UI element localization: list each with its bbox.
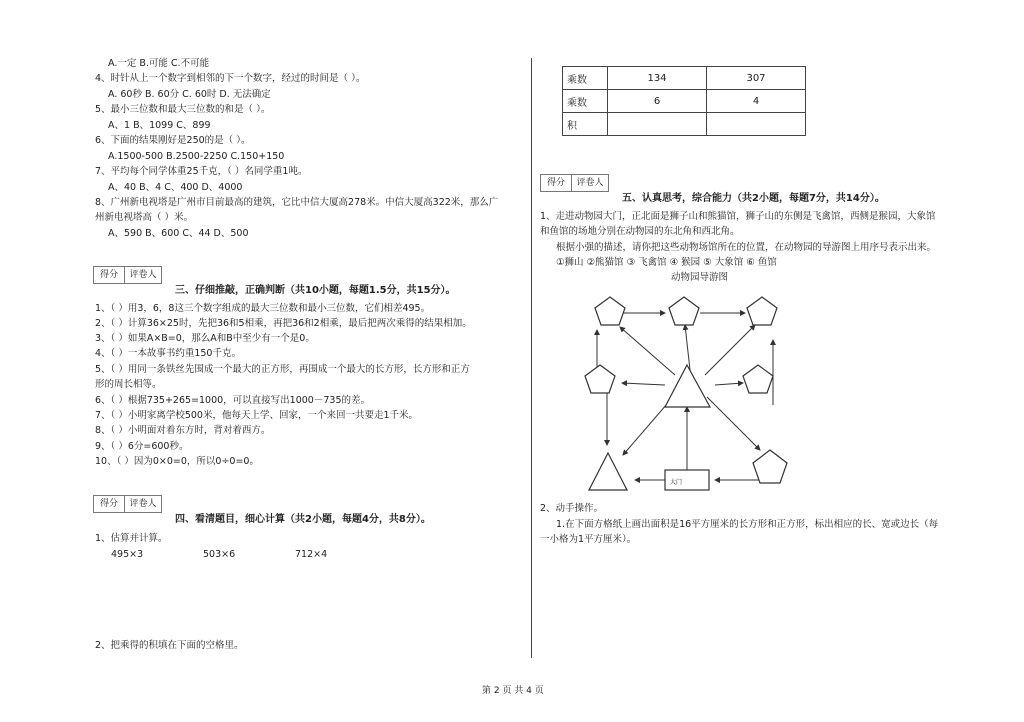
q8-text: 8、广州新电视塔是广州市目前最高的建筑，它比中信大厦高278米。中信大厦高322米，那么广: [95, 197, 499, 208]
arrow-northeast: [705, 325, 755, 375]
pentagon-east: [743, 365, 773, 393]
arrow-southeast: [707, 397, 760, 450]
pentagon-northeast: [747, 297, 777, 325]
section3-title: 三、仔细推敲，正确判断（共10小题，每题1.5分，共15分）。: [175, 285, 456, 296]
q6-text: 6、下面的结果刚好是250的是（ ）。: [95, 135, 251, 146]
zoo-map: [575, 285, 805, 495]
q3-options: A.一定 B.可能 C.不可能: [108, 58, 210, 69]
grader-label: 评卷人: [129, 499, 157, 509]
map-title: 动物园导游图: [671, 272, 729, 283]
pentagon-northwest: [595, 297, 625, 325]
q4-options: A. 60秒 B. 60分 C. 60时 D. 无法确定: [108, 89, 271, 100]
triangle-center: [665, 365, 710, 407]
q6-options: A.1500-500 B.2500-2250 C.150+150: [108, 151, 285, 162]
table-row: [563, 90, 806, 113]
arrow-east: [715, 383, 743, 385]
zoo-q1-line3: 根据小强的描述，请你把这些动物场馆所在的位置，在动物园的导游图上用序号表示出来。: [556, 242, 937, 253]
q4-text: 4、时针从上一个数字到相邻的下一个数字，经过的时间是（ ）。: [95, 73, 366, 84]
pentagon-north: [669, 297, 699, 325]
fill-product-label: 2、把乘得的积填在下面的空格里。: [95, 640, 244, 651]
q5-options: A、1 B、1099 C、899: [108, 120, 211, 131]
page-footer: 第 2 页 共 4 页: [482, 686, 544, 696]
section5-title: 五、认真思考，综合能力（共2小题，每题7分，共14分）。: [622, 193, 885, 204]
grader-label: 评卷人: [129, 270, 157, 280]
q7-text: 7、平均每个同学体重25千克，（ ）名同学重1吨。: [95, 166, 308, 177]
judge-item-8: 8、（ ）小明面对着东方时，背对着西方。: [95, 425, 271, 436]
score-box-section3: [93, 266, 162, 284]
table-cell: 134: [608, 67, 707, 90]
row-header: 乘数: [563, 90, 608, 113]
zoo-legend: ①狮山 ②熊猫馆 ③ 飞禽馆 ④ 猴园 ⑤ 大象馆 ⑥ 鱼馆: [556, 257, 777, 268]
judge-item-9: 9、（ ）6分=600秒。: [95, 441, 189, 452]
section4-title: 四、看清题目，细心计算（共2小题，每题4分，共8分）。: [175, 514, 431, 525]
hands-on-label: 2、动手操作。: [540, 503, 604, 514]
q8-options: A、590 B、600 C、44 D、500: [108, 228, 249, 239]
zoo-q1-line1: 1、走进动物园大门，正北面是狮子山和熊猫馆，狮子山的东侧是飞禽馆，西侧是猴园，大象馆: [540, 211, 936, 222]
judge-item-1: 1、（ ）用3，6，8这三个数字组成的最大三位数和最小三位数，它们相差495。: [95, 303, 431, 314]
q5-text: 5、最小三位数和最大三位数的和是（ ）。: [95, 104, 271, 115]
judge-item-2: 2、（ ）计算36×25时，先把36和5相乘，再把36和2相乘，最后把两次乘得的结果相加。: [95, 318, 472, 329]
judge-item-6: 6、（ ）根据735+265=1000，可以直接写出1000－735的差。: [95, 395, 370, 406]
score-box-section4: [93, 495, 162, 513]
table-row: [563, 113, 806, 136]
gate-label: 大门: [670, 479, 683, 486]
calc-2: 503×6: [203, 549, 236, 560]
arrow-west: [622, 383, 665, 385]
arrow-north: [685, 325, 690, 370]
pentagon-west: [585, 365, 615, 393]
table-cell: 307: [707, 67, 806, 90]
estimate-label: 1、估算并计算。: [95, 533, 168, 544]
grader-label: 评卷人: [576, 178, 604, 188]
hands-on-line1: 1.在下面方格纸上画出面积是16平方厘米的长方形和正方形，标出相应的长、宽或边长（每: [556, 519, 939, 530]
score-box-section5: [540, 174, 609, 192]
q8-text-cont: 州新电视塔高（ ）米。: [95, 212, 194, 223]
zoo-q1-line2: 和鱼馆的场地分别在动物园的东北角和西北角。: [540, 226, 740, 237]
score-label: 得分: [541, 175, 572, 191]
judge-item-5: 5、（ ）用同一条铁丝先围成一个最大的正方形，再围成一个最大的长方形，长方形和正方: [95, 364, 470, 375]
table-cell-answer[interactable]: [707, 113, 806, 136]
score-label: 得分: [94, 267, 125, 283]
table-cell: 4: [707, 90, 806, 113]
hands-on-line2: 一小格为1平方厘米）。: [540, 534, 637, 545]
judge-item-7: 7、（ ）小明家离学校500米，他每天上学、回家，一个来回一共要走1千米。: [95, 410, 418, 421]
arrow-northwest: [620, 327, 675, 375]
column-divider: [531, 58, 532, 658]
judge-item-10: 10、（ ）因为0×0=0，所以0÷0=0。: [95, 456, 259, 467]
judge-item-3: 3、（ ）如果A×B=0，那么A和B中至少有一个是0。: [95, 333, 315, 344]
score-label: 得分: [94, 496, 125, 512]
table-cell-answer[interactable]: [608, 113, 707, 136]
judge-item-5-cont: 形的周长相等。: [95, 379, 162, 390]
calc-3: 712×4: [295, 549, 328, 560]
table-cell: 6: [608, 90, 707, 113]
multiplication-table: [562, 66, 806, 136]
table-row: [563, 67, 806, 90]
pentagon-southeast: [753, 450, 787, 483]
judge-item-4: 4、（ ）一本故事书约重150千克。: [95, 348, 241, 359]
calc-1: 495×3: [111, 549, 144, 560]
q7-options: A、40 B、4 C、400 D、4000: [108, 182, 243, 193]
row-header: 积: [563, 113, 608, 136]
triangle-southwest: [589, 453, 627, 490]
row-header: 乘数: [563, 67, 608, 90]
